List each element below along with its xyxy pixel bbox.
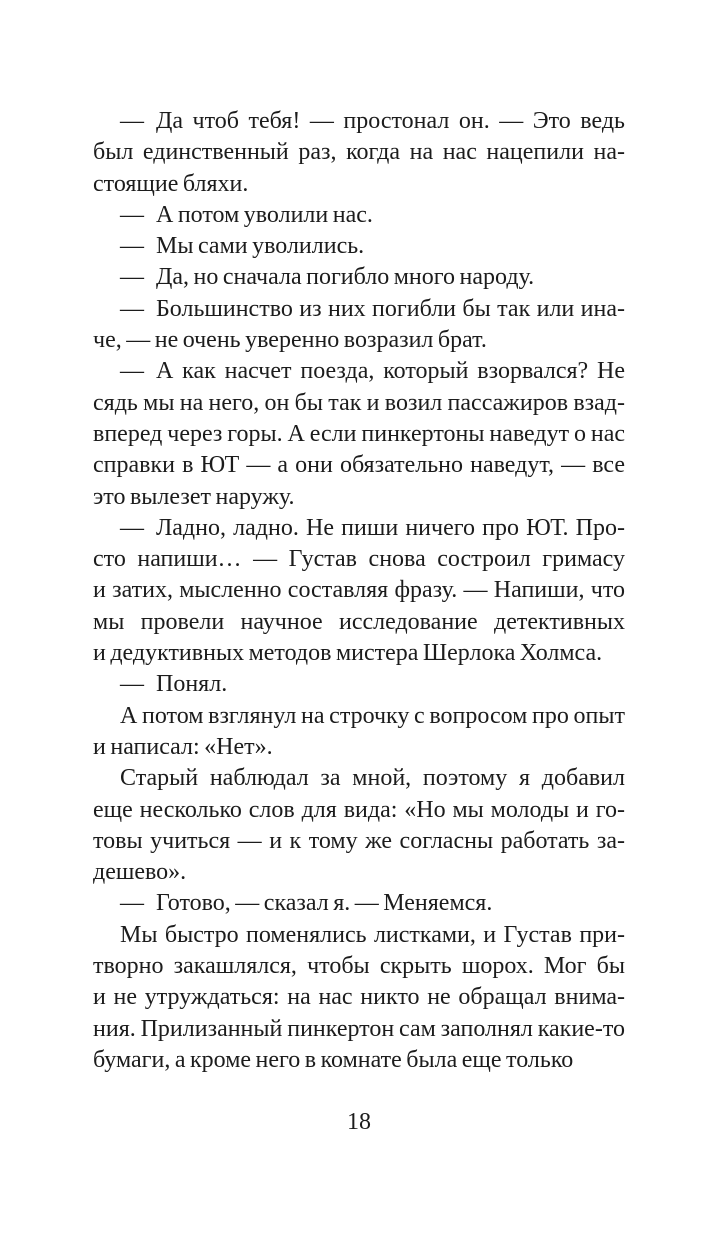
text-line: — Мы сами уволились. [120,233,365,260]
paragraph [93,294,625,357]
text-line: Мы быстро поменялись листками, и Густав при- [120,921,625,948]
text-line: Старый наблюдал за мной, поэтому я добавил [120,765,625,792]
text-line: че, — не очень уверенно возразил брат. [93,327,487,354]
text-line: это вылезет наружу. [93,483,295,510]
text-line: — Готово, — сказал я. — Меняемся. [120,890,493,917]
text-line: товы учиться — и к тому же согласны работать за- [93,827,625,854]
paragraph [93,888,625,919]
paragraph [93,200,625,231]
text-line: дешево». [93,859,187,886]
paragraph [93,920,625,1076]
text-line: мы провели научное исследование детективных [93,608,625,635]
text-line: А потом взглянул на строчку с вопросом про опыт [120,702,625,729]
text-line: — А потом уволили нас. [120,201,373,228]
text-line: вперед через горы. А если пинкертоны наведут о нас [93,420,625,447]
text-line: и затих, мысленно составляя фразу. — Напиши, что [93,577,625,604]
paragraph [93,701,625,764]
paragraph [93,106,625,200]
paragraph [93,513,625,669]
text-line: — Да, но сначала погибло много народу. [120,264,535,291]
paragraph [93,356,625,512]
text-line: бумаги, а кроме него в комнате была еще только [93,1046,574,1073]
text-line: еще несколько слов для вида: «Но мы молоды и го- [93,796,625,823]
paragraph [93,669,625,700]
text-line: был единственный раз, когда на нас нацепили на- [93,139,625,166]
page-number: 18 [347,1109,371,1135]
text-line: — Ладно, ладно. Не пиши ничего про ЮТ. Про- [120,514,625,541]
text-line: ния. Прилизанный пинкертон сам заполнял какие-то [93,1015,625,1042]
paragraph [93,262,625,293]
text-line: — Понял. [120,671,228,698]
text-line: и не утруждаться: на нас никто не обращал внима- [93,984,625,1011]
text-line: справки в ЮТ — а они обязательно наведут, — все [93,452,625,479]
text-line: — Да чтоб тебя! — простонал он. — Это ведь [120,108,625,134]
text-block [93,106,625,1076]
paragraph [93,763,625,888]
text-line: творно закашлялся, чтобы скрыть шорох. Мог бы [93,953,625,980]
text-line: сто напиши… — Густав снова состроил гримасу [93,546,625,573]
text-line: стоящие бляхи. [93,170,249,197]
text-line: и написал: «Нет». [93,733,273,760]
text-line: — Большинство из них погибли бы так или ина- [120,295,625,322]
text-line: и дедуктивных методов мистера Шерлока Холмса. [93,640,603,667]
text-line: сядь мы на него, он бы так и возил пассажиров взад- [93,389,625,416]
text-line: — А как насчет поезда, который взорвался? Не [120,358,625,385]
paragraph [93,231,625,262]
